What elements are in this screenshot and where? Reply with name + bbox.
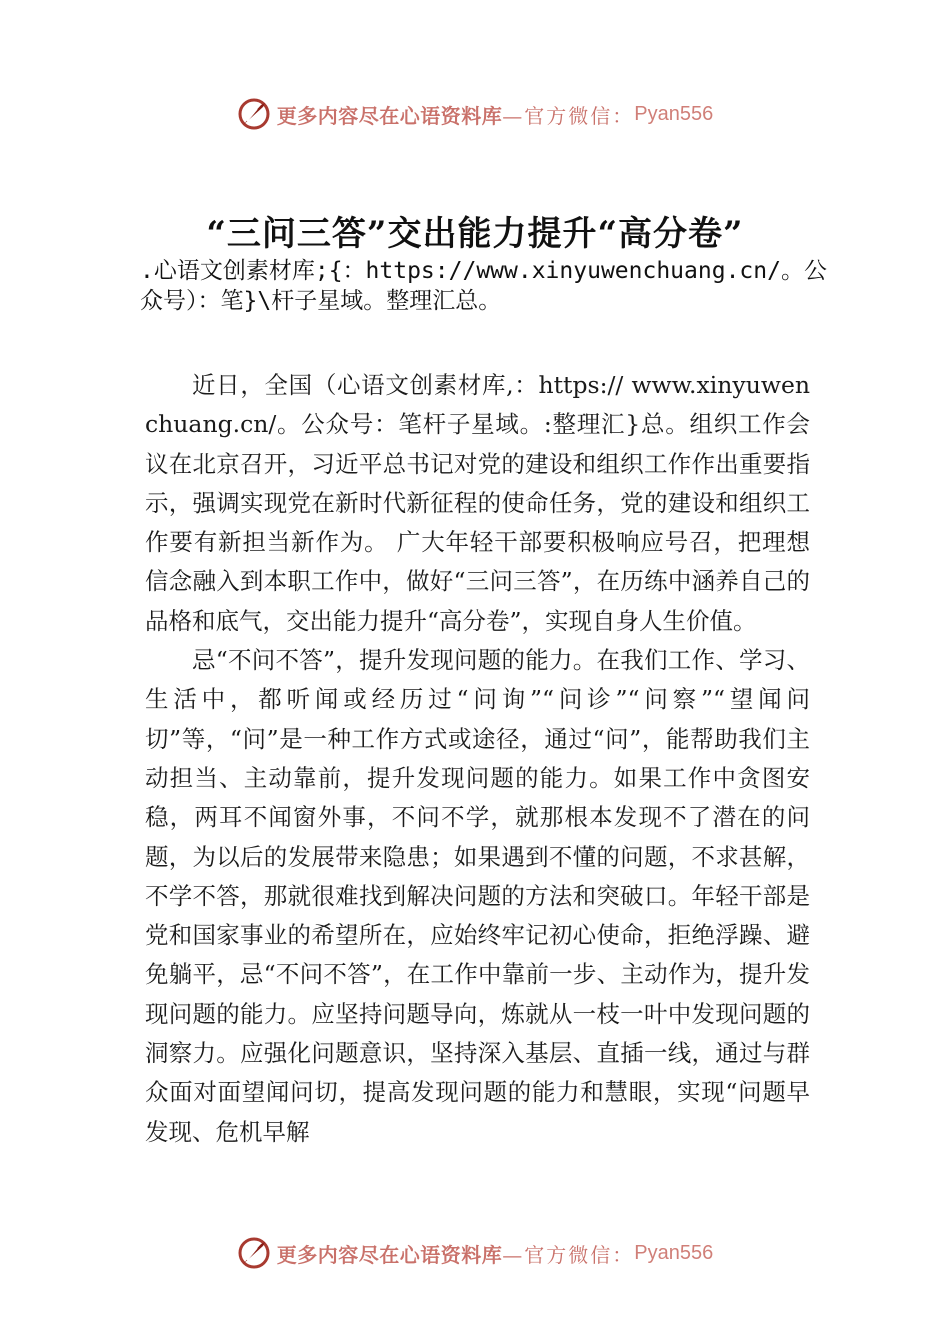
footer-banner [0,1233,950,1273]
quill-logo-icon [237,1236,271,1270]
header-promo-text: 更多内容尽在心语资料库 [276,103,503,128]
header-wechat-id: Pyan556 [634,102,714,125]
footer-promo-text: 更多内容尽在心语资料库 [276,1242,503,1267]
document-title: “三问三答”交出能力提升“高分卷” [206,214,744,254]
source-line: .心语文创素材库;{：https://www.xinyuwenchuang.cn/。公众号）：笔}\杆子星域。整理汇总。 [140,258,827,314]
paragraph: 忌“不问不答”，提升发现问题的能力。在我们工作、学习、生活中，都听闻或经历过“问询”“问诊”“问察”“望闻问切”等，“问”是一种工作方式或途径，通过“问”，能帮助我们主动担当、主动靠前，提升发现问题的能力。如果工作中贪图安稳，两耳不闻窗外事，不问不学，就那根本发现不了潜在的问题，为以后的发展带来隐患；如果遇到不懂的问题，不求甚解，不学不答，那就很难找到解决问题的方法和突破口。年轻干部是党和国家事业的希望所在，应始终牢记初心使命，拒绝浮躁、避免躺平，忌“不问不答”，在工作中靠前一步、主动作为，提升发现问题的能力。应坚持问题导向，炼就从一枝一叶中发现问题的洞察力。应强化问题意识，坚持深入基层、直插一线，通过与群众面对面望闻问切，提高发现问题的能力和慧眼，实现“问题早发现、危机早解 [145,646,810,1146]
document-body [145,366,810,1152]
footer-wechat-label: —官方微信： [502,1242,635,1267]
footer-wechat-id: Pyan556 [634,1241,714,1264]
paragraph: 近日，全国（心语文创素材库,：https:// www.xinyuwenchuang.cn/。公众号：笔杆子星域。:整理汇}总。组织工作会议在北京召开，习近平总书记对党的建设和组织工作作出重要指示，强调实现党在新时代新征程的使命任务，党的建设和组织工作要有新担当新作为。 广大年轻干部要积极响应号召，把理想信念融入到本职工作中，做好“三问三答”，在历练中涵养自己的品格和底气，交出能力提升“高分卷”，实现自身人生价值。 [145,371,810,635]
header-banner [0,94,950,134]
quill-logo-icon [237,97,271,131]
header-wechat-label: —官方微信： [502,103,635,128]
